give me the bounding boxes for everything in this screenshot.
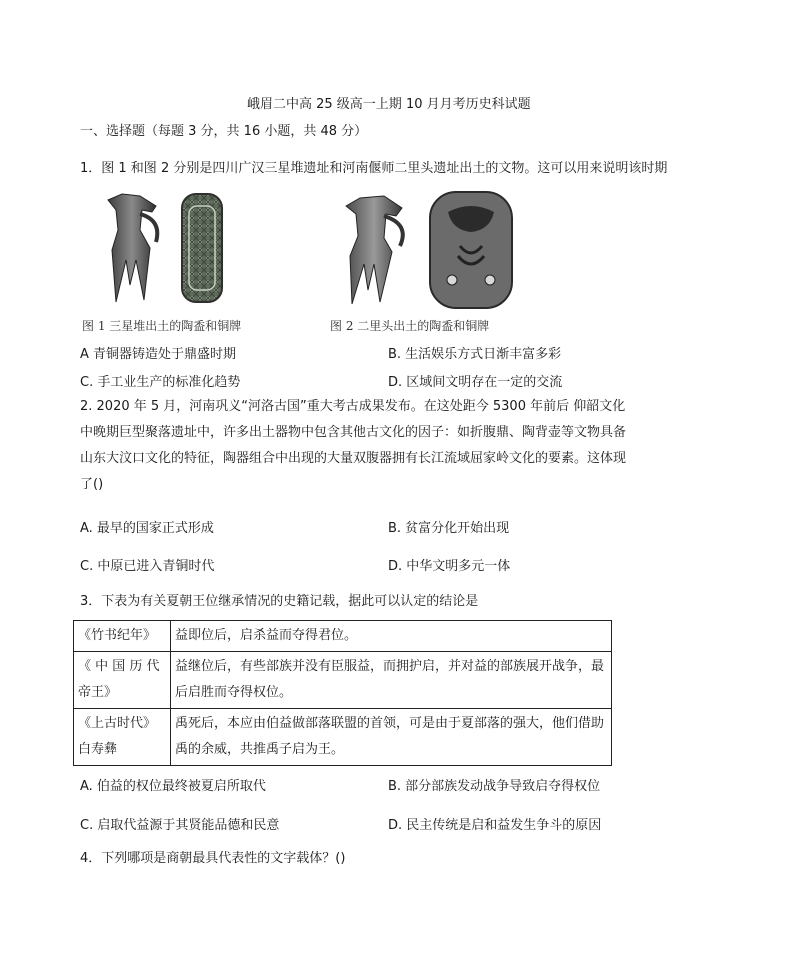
q1-option-b: B. 生活娱乐方式日渐丰富多彩 [388, 347, 562, 362]
table-row [74, 621, 612, 652]
question-2-line-1: 2. 2020 年 5 月，河南巩义“河洛古国”重大考古成果发布。在这处距今 5300 年前后 仰韶文化 [80, 399, 626, 414]
q1-option-a: A 青铜器铸造处于鼎盛时期 [80, 347, 237, 362]
section-heading: 一、选择题（每题 3 分，共 16 小题，共 48 分） [80, 124, 368, 139]
q1-option-d: D. 区域间文明存在一定的交流 [388, 375, 563, 390]
source-text: 益继位后，有些部族并没有臣服益，而拥护启，并对益的部族展开战争，最后启胜而夺得权位。 [171, 652, 612, 709]
q3-option-d: D. 民主传统是启和益发生争斗的原因 [388, 818, 602, 833]
source-name: 《上古时代》白寿彝 [74, 709, 171, 766]
figure-1-caption: 图 1 三星堆出土的陶盉和铜牌 [82, 319, 242, 333]
q2-option-d: D. 中华文明多元一体 [388, 559, 511, 574]
source-name: 《竹书纪年》 [74, 621, 171, 652]
question-2-line-2: 中晚期巨型聚落遗址中，许多出土器物中包含其他古文化的因子：如折腹鼎、陶背壶等文物具备 [80, 425, 627, 440]
figure-2-caption: 图 2 二里头出土的陶盉和铜牌 [330, 319, 490, 333]
q2-option-a: A. 最早的国家正式形成 [80, 521, 214, 536]
question-4-stem: 4．下列哪项是商朝最具代表性的文字载体？() [80, 851, 346, 866]
page-title: 峨眉二中高 25 级高一上期 10 月月考历史科试题 [247, 97, 531, 112]
question-2-line-4: 了() [80, 477, 104, 492]
table-row [74, 709, 612, 766]
source-text: 禹死后，本应由伯益做部落联盟的首领，可是由于夏部落的强大，他们借助禹的余威，共推禹子启为王。 [171, 709, 612, 766]
source-text: 益即位后，启杀益而夺得君位。 [171, 621, 612, 652]
q1-option-c: C. 手工业生产的标准化趋势 [80, 375, 241, 390]
q2-option-c: C. 中原已进入青铜时代 [80, 559, 215, 574]
question-2-line-3: 山东大汶口文化的特征，陶器组合中出现的大量双腹器拥有长江流域屈家岭文化的要素。这体现 [80, 451, 627, 466]
q3-option-c: C. 启取代益源于其贤能品德和民意 [80, 818, 280, 833]
figure-1-image [100, 190, 230, 310]
q2-option-b: B. 贫富分化开始出现 [388, 521, 510, 536]
q3-option-b: B. 部分部族发动战争导致启夺得权位 [388, 779, 601, 794]
source-table [73, 620, 612, 766]
table-row [74, 652, 612, 709]
source-name: 《 中 国 历 代帝王》 [74, 652, 171, 709]
q3-option-a: A. 伯益的权位最终被夏启所取代 [80, 779, 266, 794]
question-3-stem: 3．下表为有关夏朝王位继承情况的史籍记载，据此可以认定的结论是 [80, 594, 479, 609]
figure-2-image [340, 190, 520, 310]
question-1-stem: 1．图 1 和图 2 分别是四川广汉三星堆遗址和河南偃师二里头遗址出土的文物。这可以用来说明该时期 [80, 161, 668, 176]
